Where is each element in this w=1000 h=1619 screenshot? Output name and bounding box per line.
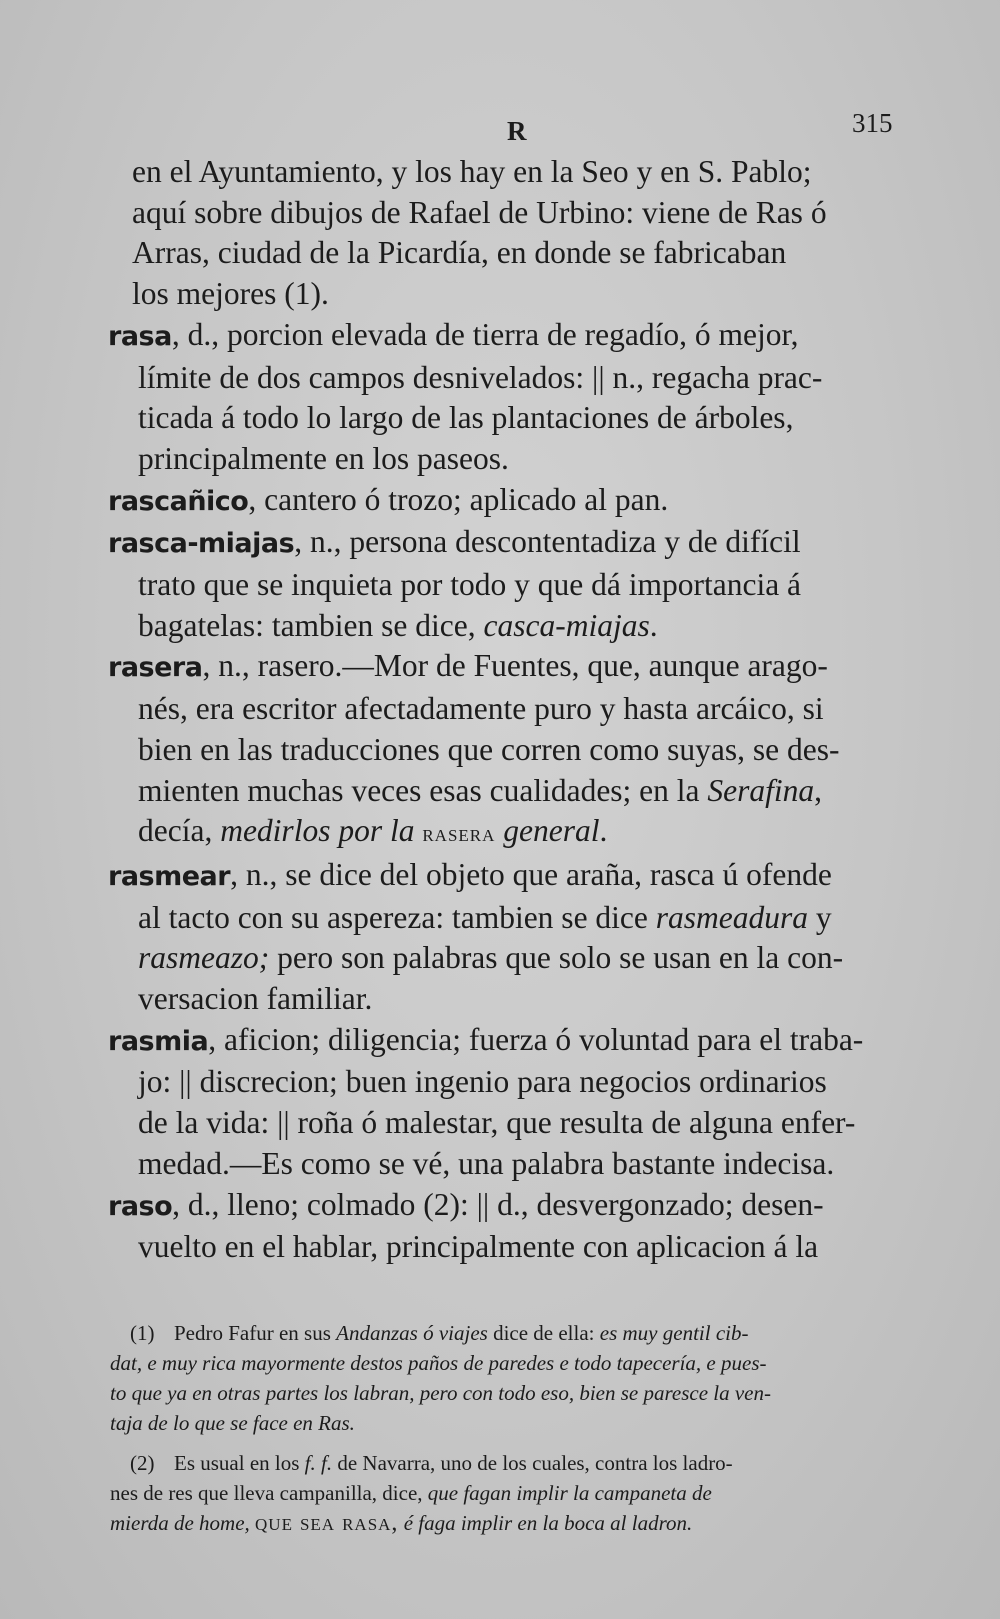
text-line: Arras, ciudad de la Picardía, en donde se fabricaban [132, 235, 787, 271]
text-line [108, 646, 938, 689]
headword: rascañico [108, 485, 249, 517]
entry-rasca-miajas [108, 522, 938, 646]
footnote-text: de Navarra, uno de los cuales, contra los ladro- [332, 1451, 733, 1475]
footnote-line [110, 1508, 940, 1538]
headword: rasmear [108, 860, 231, 892]
definition-text: , d., porcion elevada de tierra de regadío, ó mejor, [171, 316, 799, 352]
footnote-text: dice de ella: [487, 1321, 600, 1345]
italic-term: mierda de home, [110, 1511, 250, 1535]
italic-term: rasmeazo; [138, 940, 270, 976]
definition-text: mienten muchas veces esas cualidades; en la [138, 772, 708, 808]
text-line [108, 811, 938, 855]
italic-term: é faga implir en la boca al ladron. [403, 1511, 693, 1535]
footnote-text: Pedro Fafur en sus [174, 1321, 337, 1345]
footnote-line [110, 1478, 940, 1508]
text-line: de la vida: || roña ó malestar, que resulta de alguna enfer- [138, 1105, 856, 1141]
page-number: 315 [852, 108, 893, 138]
footnotes [110, 1318, 940, 1548]
italic-term: Andanzas ó viajes [336, 1321, 488, 1345]
definition-text: , n., rasero.—Mor de Fuentes, que, aunque arago- [202, 648, 828, 684]
definition-text: decía, [138, 813, 221, 849]
entry-raso [108, 1185, 938, 1268]
text-line: límite de dos campos desnivelados: || n., regacha prac- [138, 359, 823, 395]
text-line: bien en las traducciones que corren como suyas, se des- [138, 731, 840, 767]
italic-term: Serafina [707, 772, 815, 808]
entry-rasmear [108, 855, 938, 1020]
definition-text: , d., lleno; colmado (2): || d., desvergonzado; desen- [172, 1186, 824, 1222]
text-line [108, 1185, 938, 1228]
text-line [108, 771, 938, 812]
definition-text: bagatelas: tambien se dice, [138, 607, 484, 643]
text-line: los mejores (1). [132, 276, 329, 312]
text-line [108, 480, 938, 523]
text-line [108, 938, 938, 979]
footnote-2 [110, 1448, 940, 1538]
text-line [108, 315, 938, 358]
text-line: aquí sobre dibujos de Rafael de Urbino: viene de Ras ó [132, 194, 827, 230]
text-line [108, 898, 938, 939]
punctuation: , [814, 772, 823, 808]
definition-text: al tacto con su aspereza: tambien se dice [138, 899, 656, 935]
italic-term: que fagan implir la campaneta de [427, 1481, 712, 1505]
italic-term: general [503, 813, 600, 849]
text-line: vuelto en el hablar, principalmente con aplicacion á la [138, 1229, 819, 1265]
text-line: versacion familiar. [138, 981, 373, 1017]
punctuation: . [649, 607, 658, 643]
italic-term: casca-miajas [483, 607, 650, 643]
footnote-line: dat, e muy rica mayormente destos paños de paredes e todo tapecería, e pues- [110, 1351, 767, 1375]
text-line: nés, era escritor afectadamente puro y hasta arcáico, si [138, 691, 824, 727]
page-body [108, 152, 938, 1268]
entry-rascanico [108, 480, 938, 523]
text-line [108, 1020, 938, 1063]
definition-text: y [808, 899, 832, 935]
text-line: ticada á todo lo largo de las plantaciones de árboles, [138, 400, 794, 436]
section-letter: R [507, 116, 527, 146]
footnote-number: (1) [130, 1321, 155, 1345]
footnote-number: (2) [130, 1451, 155, 1475]
definition-text: , n., persona descontentadiza y de difícil [294, 524, 801, 560]
entry-rasera [108, 646, 938, 855]
entry-continuation [108, 152, 938, 315]
entry-rasmia [108, 1020, 938, 1185]
small-caps-term: rasera [422, 821, 496, 848]
small-caps-term: que sea rasa, [255, 1510, 399, 1536]
text-line: en el Ayuntamiento, y los hay en la Seo y en S. Pablo; [132, 154, 812, 189]
footnote-text: Es usual en los [174, 1451, 305, 1475]
footnote-1 [110, 1318, 940, 1438]
italic-term: f. f. [304, 1451, 333, 1475]
footnote-line: to que ya en otras partes los labran, pero con todo eso, bien se paresce la ven- [110, 1381, 771, 1405]
headword: raso [108, 1190, 173, 1222]
text-line: trato que se inquieta por todo y que dá importancia á [138, 567, 802, 603]
running-header [0, 108, 1000, 148]
text-line: jo: || discrecion; buen ingenio para negocios ordinarios [138, 1064, 827, 1100]
italic-term: medirlos por la [220, 813, 415, 849]
definition-text: , aficion; diligencia; fuerza ó voluntad para el traba- [208, 1021, 864, 1057]
headword: rasca-miajas [108, 528, 295, 560]
footnote-line [110, 1448, 940, 1478]
headword: rasera [108, 652, 203, 684]
italic-term: rasmeadura [655, 899, 809, 935]
definition-text: , n., se dice del objeto que araña, rasca ú ofende [230, 856, 832, 892]
headword: rasa [108, 320, 172, 352]
footnote-line: taja de lo que se face en Ras. [110, 1411, 355, 1435]
definition-text: pero son palabras que solo se usan en la con- [269, 940, 844, 976]
text-line [108, 855, 938, 898]
definition-text: , cantero ó trozo; aplicado al pan. [248, 481, 669, 517]
text-line: medad.—Es como se vé, una palabra bastante indecisa. [138, 1145, 835, 1181]
footnote-line [110, 1318, 940, 1348]
headword: rasmia [108, 1025, 209, 1057]
italic-term: es muy gentil cib- [599, 1321, 749, 1345]
footnote-text: nes de res que lleva campanilla, dice, [110, 1481, 428, 1505]
punctuation: . [599, 813, 608, 849]
text-line: principalmente en los paseos. [138, 440, 509, 476]
text-line [108, 522, 938, 565]
text-line [108, 606, 938, 647]
entry-rasa [108, 315, 938, 480]
